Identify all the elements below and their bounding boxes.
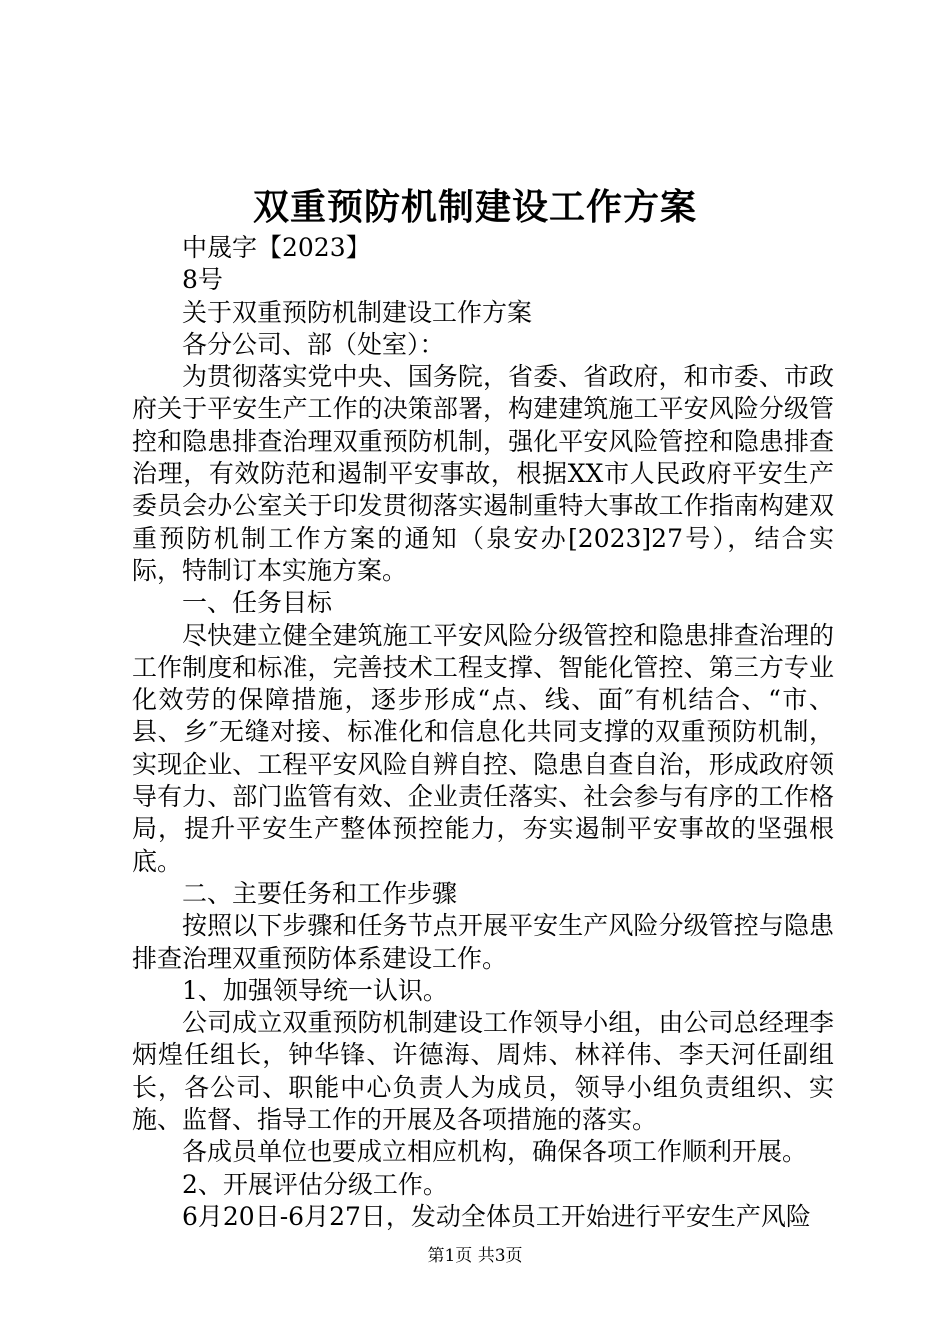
subsection-heading: 1、加强领导统一认识。 (182, 975, 448, 1005)
doc-number-suffix: 8号 (182, 265, 223, 295)
section-heading: 一、任务目标 (182, 588, 333, 618)
document-title: 双重预防机制建设工作方案 (252, 186, 697, 228)
doc-subject: 关于双重预防机制建设工作方案 (182, 297, 533, 327)
body-paragraph: 尽快建立健全建筑施工平安风险分级管控和隐患排查治理的工作制度和标准，完善技术工程支撑、智能化管控、第三方专业化效劳的保障措施，逐步形成“点、线、面″有机结合、“市、县、乡″无缝对接、标准化和信息化共同支撑的双重预防机制，实现企业、工程平安风险自辨自控、隐患自查自治，形成政府领导有力、部门监管有效、企业责任落实、社会参与有序的工作格局，提升平安生产整体预控能力，夯实遏制平安事故的坚强根底。 (132, 620, 834, 876)
doc-number: 中晟字【2023】 (182, 233, 371, 262)
body-paragraph: 6月20日-6月27日，发动全体员工开始进行平安生产风险 (182, 1201, 811, 1231)
page-footer: 第1页 共3页 (427, 1246, 523, 1266)
intro-paragraph: 为贯彻落实党中央、国务院，省委、省政府，和市委、市政府关于平安生产工作的决策部署，构建建筑施工平安风险分级管控和隐患排查治理双重预防机制，强化平安风险管控和隐患排查治理，有效防范和遏制平安事故，根据XX市人民政府平安生产委员会办公室关于印发贯彻落实遏制重特大事故工作指南构建双重预防机制工作方案的通知（泉安办[2023]27号），结合实际，特制订本实施方案。 (132, 362, 834, 585)
body-paragraph: 按照以下步骤和任务节点开展平安生产风险分级管控与隐患排查治理双重预防体系建设工作。 (132, 911, 834, 973)
section-heading: 二、主要任务和工作步骤 (182, 878, 458, 908)
body-paragraph: 公司成立双重预防机制建设工作领导小组，由公司总经理李炳煌任组长，钟华锋、许德海、周炜、林祥伟、李天河任副组长，各公司、职能中心负责人为成员，领导小组负责组织、实施、监督、指导工作的开展及各项措施的落实。 (132, 1008, 834, 1135)
subsection-heading: 2、开展评估分级工作。 (182, 1169, 448, 1199)
document-body (132, 232, 834, 1233)
doc-addressee: 各分公司、部（处室）： (182, 329, 445, 359)
body-paragraph: 各成员单位也要成立相应机构，确保各项工作顺利开展。 (182, 1137, 808, 1167)
